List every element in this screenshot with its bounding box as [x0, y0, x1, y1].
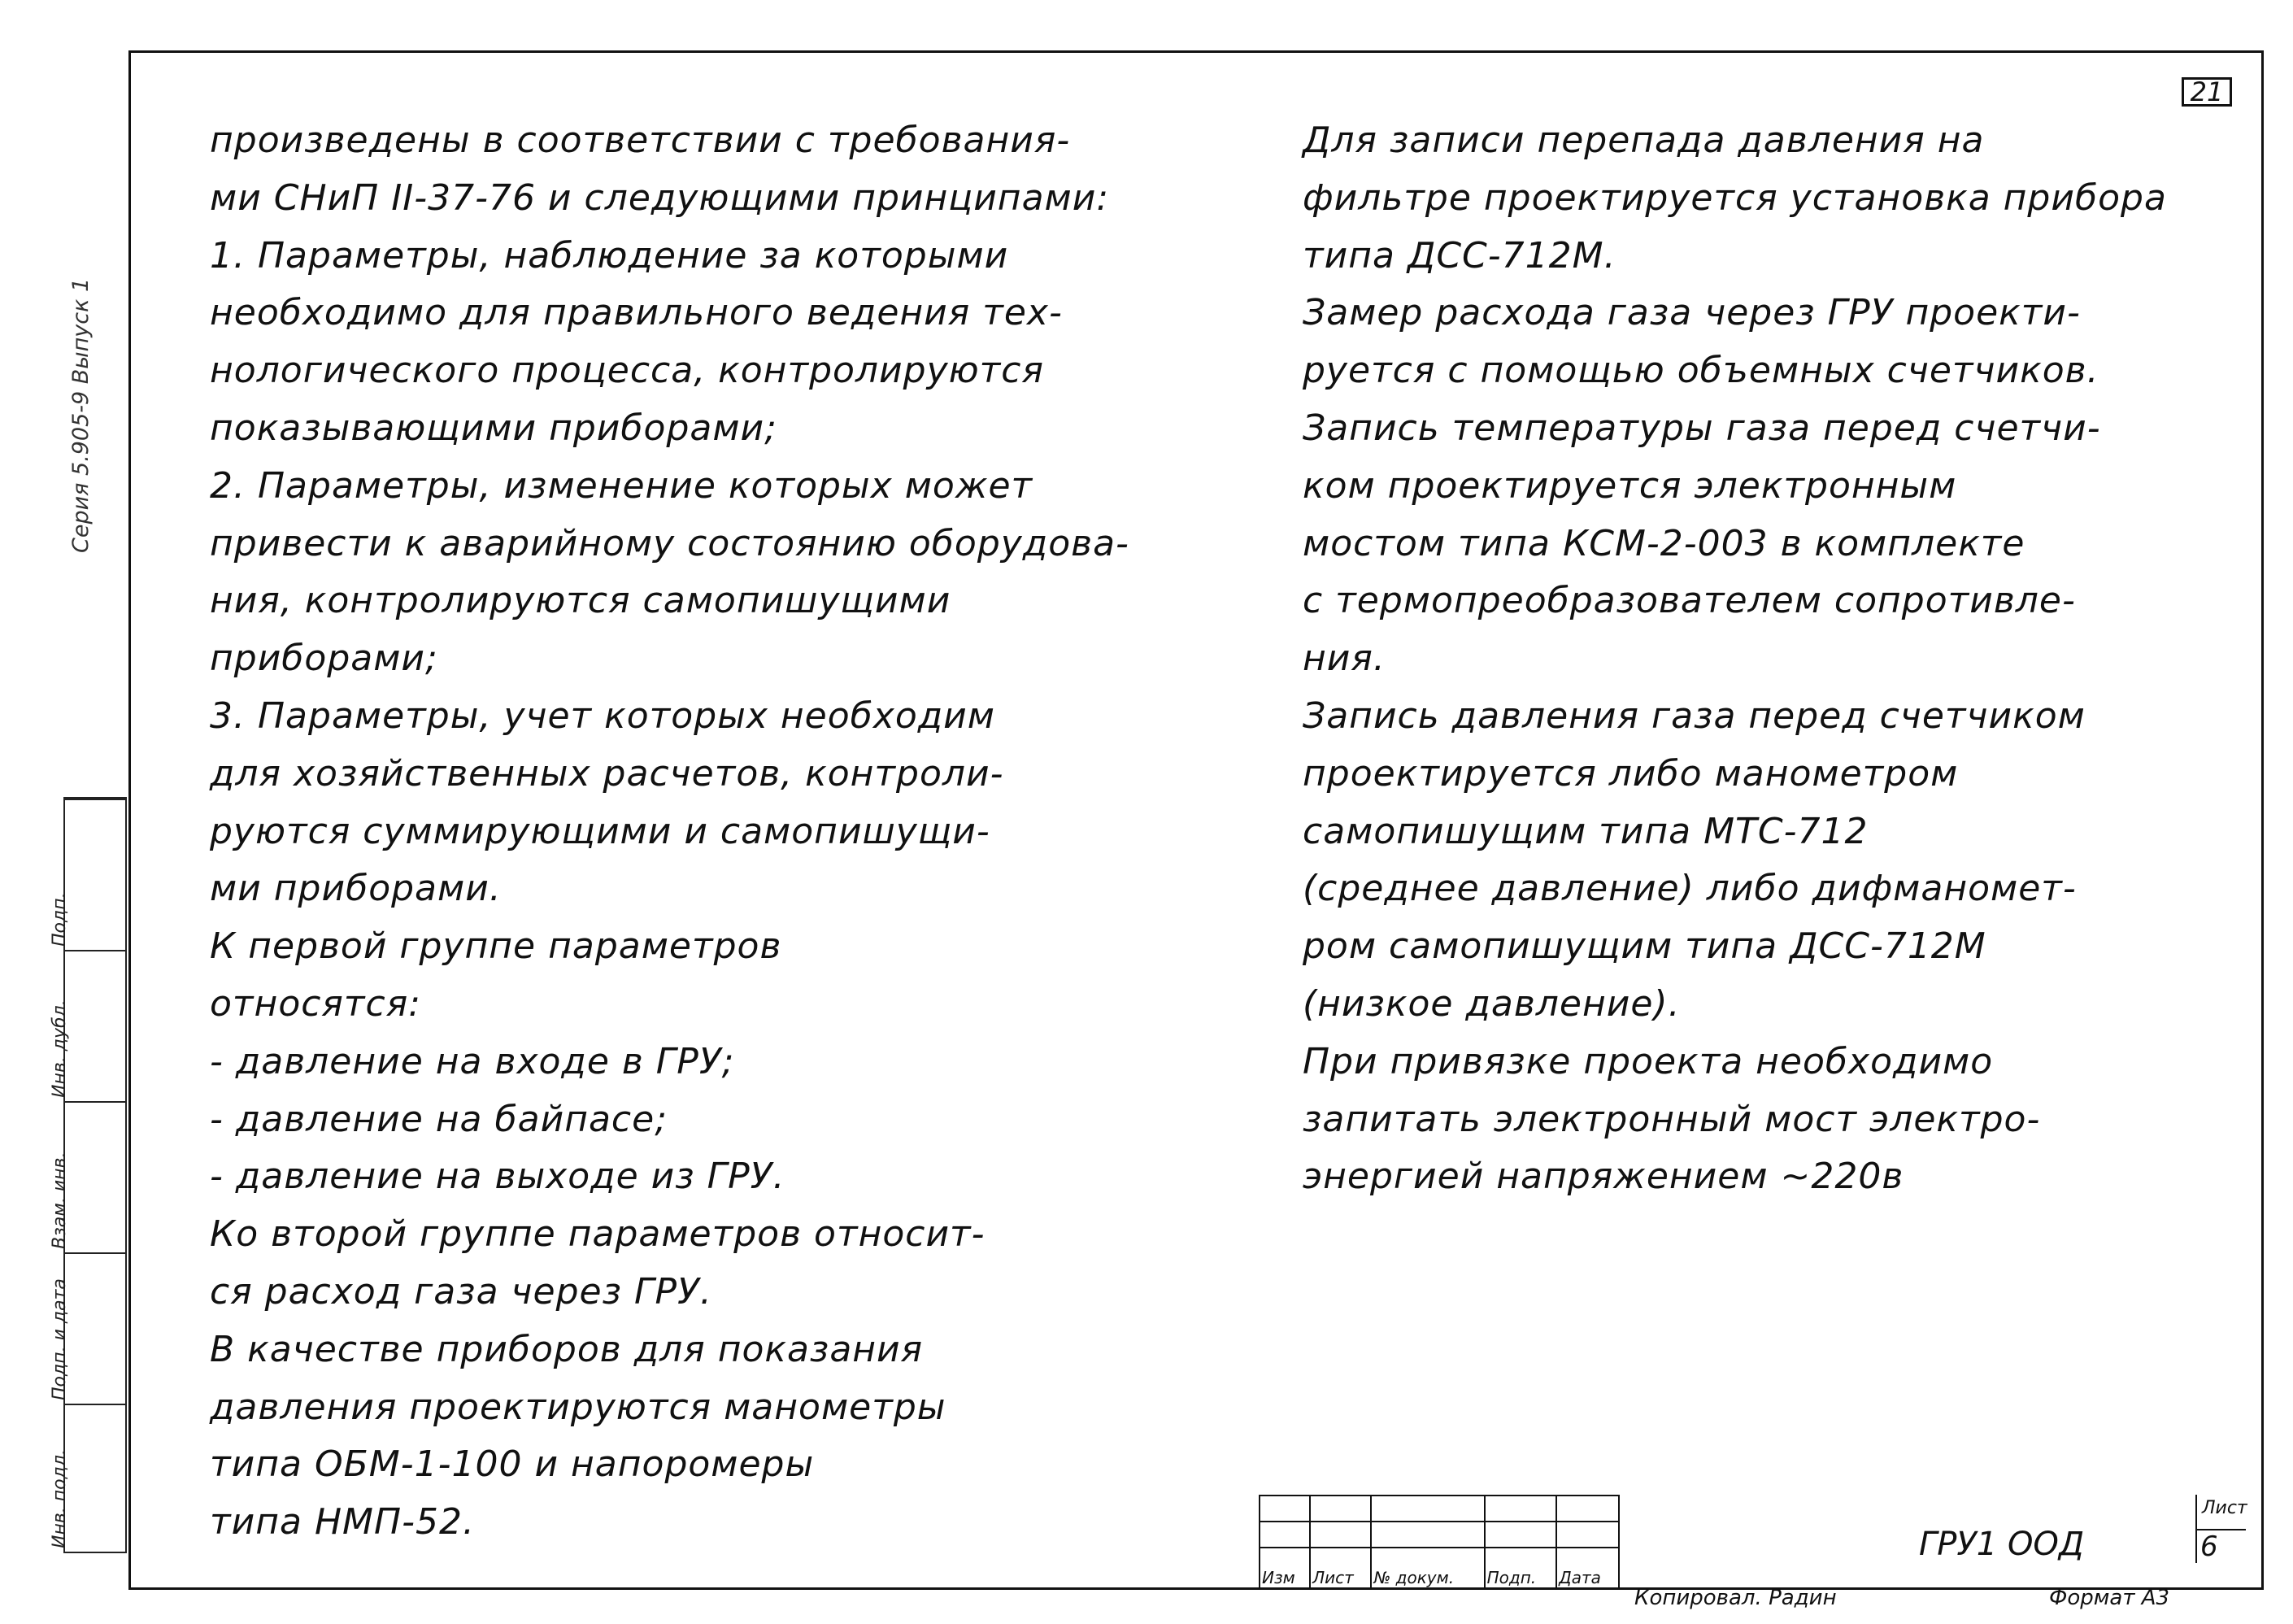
text-line: проектируется либо манометром [1303, 752, 1959, 795]
right-text-column [1303, 112, 2221, 1206]
side-cell: Взам. инв. [65, 1101, 125, 1254]
left-text-column [210, 112, 1267, 1552]
text-line: относятся: [210, 982, 422, 1025]
text-line: Ко второй группе параметров относит- [210, 1213, 986, 1256]
text-line: самопишущим типа МТС-712 [1303, 810, 1869, 852]
text-line: типа НМП-52. [210, 1501, 475, 1543]
text-line: Запись температуры газа перед счетчи- [1303, 407, 2101, 449]
text-line: для хозяйственных расчетов, контроли- [210, 752, 1004, 795]
sheet-label: Лист [2202, 1498, 2247, 1518]
text-line: Запись давления газа перед счетчиком [1303, 694, 2086, 737]
text-line: (среднее давление) либо дифманомет- [1303, 868, 2077, 910]
text-line: - давление на байпасе; [210, 1098, 668, 1140]
side-cell: Инв. дубл. [65, 950, 125, 1103]
text-line: ром самопишущим типа ДСС-712М [1303, 925, 1986, 968]
text-line: с термопреобразователем сопротивле- [1303, 580, 2076, 622]
text-line: энергией напряжением ~220в [1303, 1156, 1904, 1198]
text-line: К первой группе параметров [210, 925, 782, 968]
text-line: привести к аварийному состоянию оборудова- [210, 522, 1129, 564]
text-line: давления проектируются манометры [210, 1386, 946, 1428]
text-line: руется с помощью объемных счетчиков. [1303, 350, 2099, 392]
side-cell: Инв. подл. [65, 1404, 125, 1553]
header-date: Дата [1556, 1548, 1619, 1588]
header-list: Лист [1310, 1548, 1371, 1588]
text-line: ком проектируется электронным [1303, 464, 1957, 507]
header-sign: Подп. [1485, 1548, 1557, 1588]
text-line: (низкое давление). [1303, 982, 1681, 1025]
sheet-value: 6 [2197, 1529, 2246, 1563]
series-label: Серия 5.905-9 Выпуск 1 [68, 277, 94, 553]
header-doc: № докум. [1371, 1548, 1484, 1588]
text-line: ми СНиП II-37-76 и следующими принципами: [210, 176, 1110, 219]
text-line: приборами; [210, 638, 438, 680]
text-line: Для записи перепада давления на [1303, 120, 1985, 161]
text-line: Замер расхода газа через ГРУ проекти- [1303, 292, 2081, 334]
text-line: При привязке проекта необходимо [1303, 1040, 1994, 1082]
text-line: 2. Параметры, изменение которых может [210, 464, 1033, 507]
text-line: мостом типа КСМ-2-003 в комплекте [1303, 522, 2025, 564]
text-line: запитать электронный мост электро- [1303, 1098, 2041, 1140]
text-line: ния, контролируются самопишущими [210, 580, 951, 622]
text-line: нологического процесса, контролируются [210, 350, 1044, 392]
text-line: руются суммирующими и самопишущи- [210, 810, 990, 852]
text-line: необходимо для правильного ведения тех- [210, 292, 1063, 334]
text-line: показывающими приборами; [210, 407, 777, 449]
text-line: произведены в соответствии с требования- [210, 120, 1071, 161]
text-line: типа ОБМ-1-100 и напоромеры [210, 1443, 815, 1486]
text-line: В качестве приборов для показания [210, 1328, 924, 1370]
side-stamp-strip [50, 797, 127, 1553]
text-line: типа ДСС-712М. [1303, 234, 1616, 276]
text-line: ния. [1303, 638, 1386, 680]
side-cell: Подп. и дата [65, 1252, 125, 1405]
side-cell: Подп. [65, 799, 125, 951]
text-line: 3. Параметры, учет которых необходим [210, 694, 995, 737]
sheet-number-box [2195, 1495, 2264, 1563]
text-line: 1. Параметры, наблюдение за которыми [210, 234, 1009, 276]
text-line: - давление на выходе из ГРУ. [210, 1156, 785, 1198]
text-line: ми приборами. [210, 868, 502, 910]
text-line: ся расход газа через ГРУ. [210, 1270, 712, 1313]
paper-format: Формат А3 [2049, 1586, 2170, 1610]
document-code: ГРУ1 ООД [1919, 1526, 2085, 1563]
copied-by: Копировал. Радин [1634, 1586, 1837, 1610]
header-izm: Изм [1260, 1548, 1310, 1588]
title-block-table [1259, 1495, 1620, 1589]
text-line: - давление на входе в ГРУ; [210, 1040, 735, 1082]
top-sheet-number: 21 [2182, 77, 2232, 107]
text-line: фильтре проектируется установка прибора [1303, 176, 2167, 219]
